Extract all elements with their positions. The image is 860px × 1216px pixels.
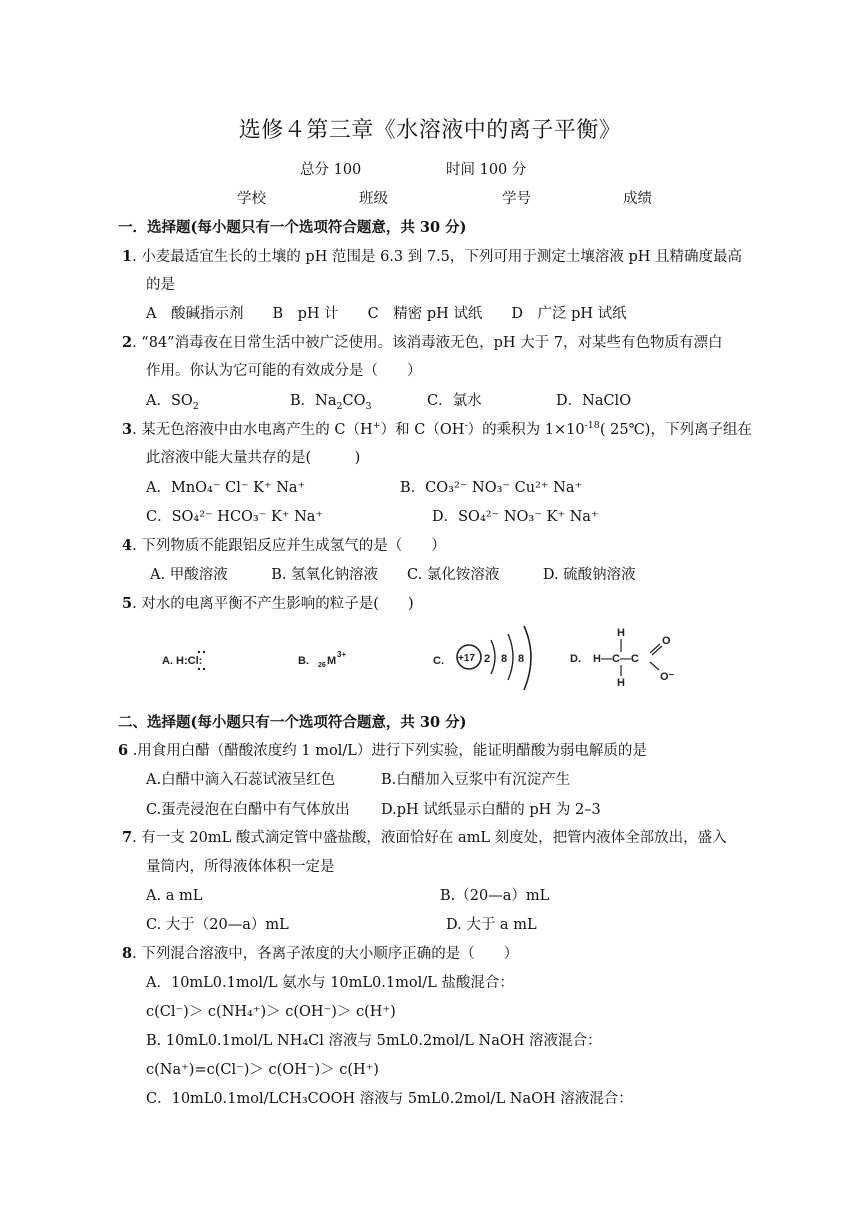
q5-fig-b-main: M (327, 655, 337, 667)
q5-fig-a: A. H:Cl: (162, 655, 203, 667)
q5-fig-d-o-minus: O⁻ (660, 671, 675, 683)
electron-dot (198, 668, 200, 670)
electron-shell-arc (491, 640, 495, 674)
q3-stem-b: ）和 C（OH (380, 422, 465, 438)
q8-stem: . 下列混合溶液中，各离子浓度的大小顺序正确的是（ ） (132, 946, 519, 962)
q3-sup-exponent: -18 (584, 420, 600, 432)
q2-option-a (146, 391, 199, 411)
q2-option-b (290, 391, 372, 411)
q7-option-c: C. 大于（20—a）mL (146, 917, 289, 933)
q3-stem-d: ( 25℃)，下列离子组在 (599, 422, 752, 438)
school-label: 学校 (237, 191, 266, 207)
q2-option-a-sub: 2 (192, 400, 199, 412)
q5-stem: . 对水的电离平衡不产生影响的粒子是( ) (132, 596, 414, 612)
q8-option-b-line1: B. 10mL0.1mol/L NH₄Cl 溶液与 5mL0.2mol/L NaOH 溶液混合： (146, 1033, 602, 1049)
q5-figure (150, 622, 710, 694)
q5-fig-c-shell-2: 8 (501, 653, 508, 665)
q7-stem: . 有一支 20mL 酸式滴定管中盛盐酸，液面恰好在 amL 刻度处，把管内液体全部放出，盛入 (132, 830, 727, 846)
q5-fig-b-label: B. (298, 655, 309, 667)
q6-option-d: D.pH 试纸显示白醋的 pH 为 2–3 (381, 802, 601, 818)
bond-line (650, 662, 659, 670)
electron-dot (198, 651, 200, 653)
q4-number: 4 (122, 537, 133, 554)
q2-option-b-sub2: 3 (365, 400, 372, 412)
q4-options: A. 甲酸溶液 B. 氢氧化钠溶液 C. 氯化铵溶液 D. 硫酸钠溶液 (150, 567, 636, 583)
q8-option-c-line1: C．10mL0.1mol/LCH₃COOH 溶液与 5mL0.2mol/L NaOH 溶液混合： (146, 1091, 633, 1107)
q5-fig-b-sup: 3+ (337, 650, 347, 659)
q2-option-a-text: A．SO (146, 393, 193, 409)
q1-text-line1 (122, 247, 742, 267)
q2-option-d: D．NaClO (556, 393, 632, 409)
q5-fig-c-shell-1: 2 (484, 653, 491, 665)
section1-heading: 一．选择题(每小题只有一个选项符合题意，共 30 分) (118, 219, 467, 236)
q2-option-b-tail: CO (342, 393, 366, 409)
q3-stem-a: . 某无色溶液中由水电离产生的 C（H (132, 422, 373, 438)
q2-option-c: C．氯水 (427, 393, 482, 409)
q7-option-b: B.（20—a）mL (440, 888, 550, 904)
q7-option-d: D. 大于 a mL (446, 917, 537, 933)
q3-text-line2: 此溶液中能大量共存的是( ) (146, 450, 361, 466)
q5-fig-c-nucleus: +17 (458, 653, 475, 664)
student-no-label: 学号 (502, 191, 531, 207)
q1-options: A 酸碱指示剂 B pH 计 C 精密 pH 试纸 D 广泛 pH 试纸 (146, 306, 627, 322)
section2-heading: 二、选择题(每小题只有一个选项符合题意，共 30 分) (118, 714, 467, 731)
q5-number: 5 (122, 595, 133, 612)
q8-option-a-line1: A．10mL0.1mol/L 氨水与 10mL0.1mol/L 盐酸混合： (146, 975, 514, 991)
q3-option-a: A．MnO₄⁻ Cl⁻ K⁺ Na⁺ (146, 480, 306, 496)
q3-text-line1 (122, 420, 752, 440)
q5-fig-d-bottom-h: H (617, 677, 625, 689)
q6-option-b: B.白醋加入豆浆中有沉淀产生 (381, 772, 571, 788)
q6-number: 6 (118, 742, 129, 759)
q3-sup-minus: - (464, 420, 468, 432)
q6-stem: .用食用白醋（醋酸浓度约 1 mol/L）进行下列实验，能证明醋酸为弱电解质的是 (128, 743, 647, 759)
q2-option-b-sub: 2 (336, 400, 343, 412)
q2-option-b-text: B．Na (290, 393, 337, 409)
q1-stem: . 小麦最适宜生长的土壤的 pH 范围是 6.3 到 7.5，下列可用于测定土壤溶液 pH 且精确度最高 (132, 249, 743, 265)
q7-option-a: A. a mL (146, 888, 203, 904)
electron-shell-arc (508, 634, 513, 680)
score-label: 成绩 (623, 191, 652, 207)
q6-option-a: A.白醋中滴入石蕊试液呈红色 (146, 772, 336, 788)
page-title: 选修４第三章《水溶液中的离子平衡》 (238, 118, 622, 143)
q3-option-c: C．SO₄²⁻ HCO₃⁻ K⁺ Na⁺ (146, 509, 324, 525)
q2-text-line2: 作用。你认为它可能的有效成分是（ ） (146, 363, 422, 379)
q4-text (122, 536, 446, 556)
q3-number: 3 (122, 421, 133, 438)
q7-text-line1 (122, 828, 727, 848)
q2-text-line1 (122, 333, 722, 353)
q2-stem: . “84”消毒夜在日常生活中被广泛使用。该消毒液无色，pH 大于 7，对某些有色物质有漂白 (132, 335, 723, 351)
q5-fig-d-formula: H—C—C (593, 653, 639, 665)
q8-option-a-line2: c(Cl⁻)＞ c(NH₄⁺)＞ c(OH⁻)＞ c(H⁺) (146, 1004, 396, 1020)
q5-fig-d-o: O (662, 635, 671, 647)
q2-number: 2 (122, 334, 133, 351)
q7-text-line2: 量筒内，所得液体体积一定是 (146, 859, 335, 875)
q8-text (122, 944, 518, 964)
electron-shell-arc (524, 626, 531, 690)
q3-option-b: B．CO₃²⁻ NO₃⁻ Cu²⁺ Na⁺ (400, 480, 583, 496)
q6-text (118, 741, 647, 761)
class-label: 班级 (359, 191, 388, 207)
q8-option-b-line2: c(Na⁺)=c(Cl⁻)＞ c(OH⁻)＞ c(H⁺) (146, 1062, 379, 1078)
q3-sup-plus: + (372, 420, 381, 432)
q5-fig-c-shell-3: 8 (518, 653, 525, 665)
exam-time: 时间 100 分 (446, 162, 527, 178)
total-score: 总分 100 (300, 162, 362, 178)
q3-stem-c: ）的乘积为 1×10 (467, 422, 585, 438)
q4-stem: . 下列物质不能跟铝反应并生成氢气的是（ ） (132, 538, 446, 554)
electron-dot (203, 651, 205, 653)
q1-text-line2: 的是 (146, 277, 175, 293)
q1-number: 1 (122, 248, 133, 265)
q6-option-c: C.蛋壳浸泡在白醋中有气体放出 (146, 802, 350, 818)
q5-fig-c-label: C. (433, 655, 444, 667)
q3-option-d: D．SO₄²⁻ NO₃⁻ K⁺ Na⁺ (432, 509, 599, 525)
q8-number: 8 (122, 945, 133, 962)
q7-number: 7 (122, 829, 133, 846)
electron-dot (203, 668, 205, 670)
q5-fig-d-top-h: H (617, 627, 625, 639)
q5-text (122, 594, 414, 614)
q5-fig-d-label: D. (570, 653, 581, 665)
q5-fig-b-sub: 26 (318, 662, 326, 669)
